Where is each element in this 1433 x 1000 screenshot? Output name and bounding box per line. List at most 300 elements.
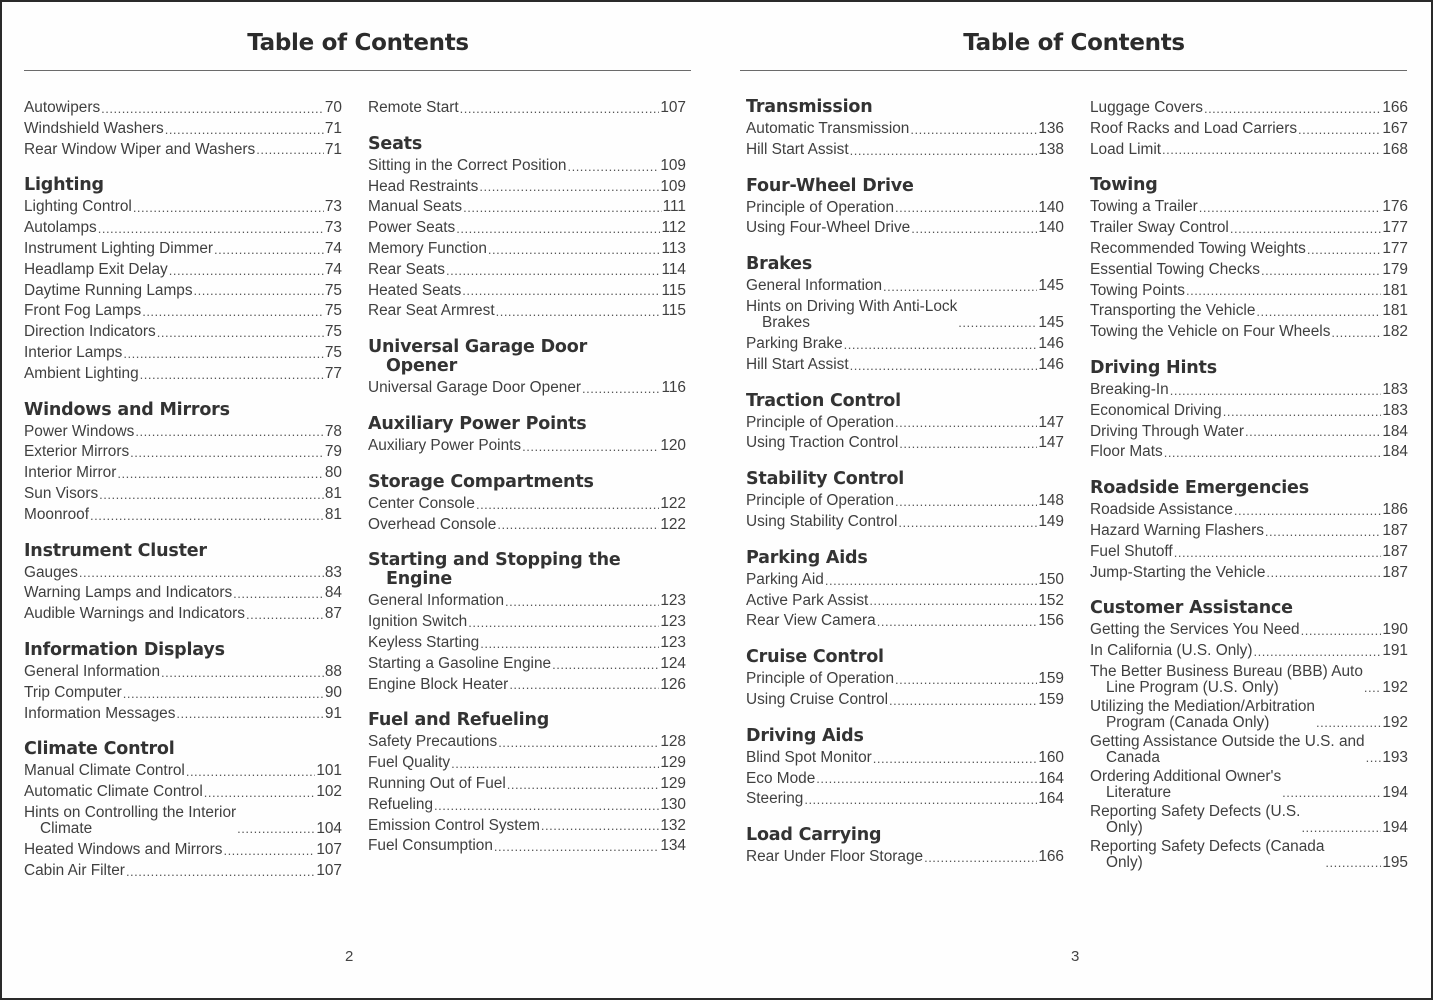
dot-leader: [476, 495, 659, 515]
entry-title: Getting the Services You Need: [1090, 621, 1300, 639]
dot-leader: [1298, 120, 1381, 140]
entry-page-number: 91: [324, 704, 342, 722]
toc-entry[interactable]: [746, 299, 1064, 331]
dot-leader: [804, 790, 1037, 810]
toc-entry[interactable]: [368, 436, 686, 457]
entry-title: Luggage Covers: [1090, 99, 1203, 116]
entry-page-number: 145: [1038, 277, 1064, 295]
entry-page-number: 152: [1038, 591, 1064, 609]
section-heading-text: Load Carrying: [746, 825, 882, 846]
dot-leader: [1307, 240, 1381, 260]
toc-entry[interactable]: [1090, 500, 1408, 521]
entry-page-number: 147: [1038, 413, 1064, 431]
section-heading: [746, 648, 1064, 667]
dot-leader: [567, 157, 659, 177]
dot-leader: [844, 335, 1038, 355]
entry-page-number: 156: [1038, 612, 1064, 630]
entry-page-number: 186: [1382, 501, 1408, 519]
entry-page-number: 74: [324, 239, 342, 257]
entry-page-number: 101: [316, 762, 342, 780]
section-heading: [24, 641, 342, 660]
entry-title: Trailer Sway Control: [1090, 219, 1229, 237]
dot-leader: [1266, 563, 1381, 583]
toc-section: [24, 641, 342, 724]
section-heading-text: Starting and Stopping the: [368, 550, 621, 571]
entry-page-number: 195: [1382, 853, 1408, 871]
entry-page-number: 126: [660, 675, 686, 693]
toc-entry[interactable]: [746, 491, 1064, 512]
toc-entry[interactable]: [24, 301, 342, 322]
entry-title: Ignition Switch: [368, 613, 468, 631]
toc-entry[interactable]: [1090, 197, 1408, 218]
entry-page-number: 83: [324, 563, 342, 581]
entry-title: Active Park Assist: [746, 591, 869, 609]
dot-leader: [1223, 402, 1382, 422]
entry-title: Audible Warnings and Indicators: [24, 605, 246, 623]
toc-entry[interactable]: [1090, 542, 1408, 563]
entry-title: Exterior Mirrors: [24, 443, 130, 461]
toc-entry[interactable]: [1090, 664, 1408, 696]
toc-entry[interactable]: [368, 218, 686, 239]
toc-entry[interactable]: [746, 198, 1064, 219]
entry-title: Jump-Starting the Vehicle: [1090, 563, 1266, 581]
dot-leader: [214, 240, 324, 260]
toc-entry[interactable]: [1090, 322, 1408, 343]
entry-page-number: 122: [660, 515, 686, 533]
toc-entry[interactable]: [24, 442, 342, 463]
section-heading: [746, 727, 1064, 746]
toc-entry[interactable]: [1090, 769, 1408, 801]
toc-entry[interactable]: [368, 301, 686, 322]
toc-entry[interactable]: [1090, 401, 1408, 422]
dot-leader: [898, 513, 1037, 533]
toc-section: [368, 415, 686, 457]
section-heading-text: Brakes: [746, 254, 813, 275]
entry-page-number: 124: [660, 654, 686, 672]
entry-page-number: 75: [324, 302, 342, 320]
toc-entry[interactable]: [746, 611, 1064, 632]
toc-entry[interactable]: [1090, 239, 1408, 260]
entry-title: Steering: [746, 790, 804, 808]
entry-page-number: 123: [660, 592, 686, 610]
toc-entry[interactable]: [368, 156, 686, 177]
entry-title: Starting a Gasoline Engine: [368, 654, 552, 672]
entry-page-number: 134: [660, 837, 686, 855]
entry-page-number: 116: [661, 379, 686, 397]
toc-entry[interactable]: [368, 816, 686, 837]
entry-page-number: 88: [324, 662, 342, 680]
dot-leader: [1245, 422, 1381, 442]
entry-title: Fuel Shutoff: [1090, 542, 1173, 560]
dot-leader: [1331, 323, 1381, 343]
toc-entry[interactable]: [746, 355, 1064, 376]
toc-entry[interactable]: [1090, 734, 1408, 766]
entry-title: Roof Racks and Load Carriers: [1090, 119, 1298, 137]
dot-leader: [101, 99, 324, 119]
toc-entry[interactable]: [24, 98, 342, 119]
toc-entry[interactable]: [746, 789, 1064, 810]
toc-entry[interactable]: [24, 239, 342, 260]
entry-title: Using Four-Wheel Drive: [746, 219, 911, 237]
dot-leader: [223, 841, 315, 861]
toc-entry[interactable]: [746, 847, 1064, 868]
toc-section: [746, 98, 1064, 161]
entry-title: Using Cruise Control: [746, 690, 888, 708]
toc-entry[interactable]: [24, 218, 342, 239]
entry-page-number: 75: [324, 323, 342, 341]
entry-title: Parking Aid: [746, 570, 824, 588]
entry-page-number: 122: [660, 494, 686, 512]
dot-leader: [135, 422, 324, 442]
toc-entry[interactable]: [24, 484, 342, 505]
dot-leader: [157, 323, 324, 343]
entry-page-number: 120: [660, 436, 686, 454]
section-heading: [1090, 479, 1408, 498]
toc-entry[interactable]: [368, 732, 686, 753]
section-heading-text: Parking Aids: [746, 547, 868, 568]
entry-page-number: 184: [1382, 422, 1408, 440]
entry-title: Lighting Control: [24, 198, 132, 216]
toc-entry[interactable]: [1090, 218, 1408, 239]
entry-page-number: 90: [324, 683, 342, 701]
dot-leader: [895, 413, 1037, 433]
page-title: Table of Contents: [963, 30, 1185, 56]
toc-entry[interactable]: [746, 413, 1064, 434]
toc-entry[interactable]: [24, 583, 342, 604]
entry-page-number: 109: [660, 177, 686, 195]
right-page: [718, 2, 1433, 998]
toc-entry[interactable]: [24, 604, 342, 625]
toc-section: [368, 98, 686, 119]
entry-page-number: 147: [1038, 434, 1064, 452]
toc-entry[interactable]: [1090, 563, 1408, 584]
entry-title: Engine Block Heater: [368, 675, 509, 693]
toc-entry[interactable]: [746, 669, 1064, 690]
entry-title: Front Fog Lamps: [24, 302, 142, 320]
entry-page-number: 191: [1382, 642, 1408, 660]
toc-section: [746, 177, 1064, 240]
dot-leader: [899, 434, 1037, 454]
section-heading-text: Instrument Cluster: [24, 540, 207, 561]
dot-leader: [479, 177, 659, 197]
toc-entry[interactable]: [1090, 140, 1408, 161]
dot-leader: [1230, 219, 1381, 239]
entry-title: Warning Lamps and Indicators: [24, 584, 233, 602]
toc-entry[interactable]: [746, 276, 1064, 297]
toc-entry[interactable]: [1090, 521, 1408, 542]
section-heading: [1090, 176, 1408, 195]
entry-page-number: 87: [324, 605, 342, 623]
entry-title-continuation: Brakes: [762, 313, 810, 331]
toc-section: [746, 470, 1064, 533]
entry-title: Automatic Climate Control: [24, 783, 203, 801]
dot-leader: [480, 634, 659, 654]
entry-title: [24, 805, 236, 837]
toc-entry[interactable]: [1090, 301, 1408, 322]
entry-title: General Information: [746, 277, 883, 295]
entry-title: Trip Computer: [24, 683, 122, 701]
dot-leader: [1366, 750, 1382, 766]
entry-page-number: 129: [660, 754, 686, 772]
entry-title: Using Stability Control: [746, 512, 898, 530]
toc-section: [368, 551, 686, 695]
section-heading: [746, 470, 1064, 489]
toc-entry[interactable]: [1090, 442, 1408, 463]
entry-page-number: 111: [662, 198, 686, 216]
section-heading-text: Universal Garage Door: [368, 337, 587, 358]
entry-page-number: 130: [660, 795, 686, 813]
entry-title-continuation: Only): [1106, 818, 1143, 836]
section-heading: [368, 711, 686, 730]
entry-page-number: 123: [660, 613, 686, 631]
toc-entry[interactable]: [1090, 119, 1408, 140]
entry-page-number: 136: [1038, 120, 1064, 137]
toc-entry[interactable]: [24, 805, 342, 837]
entry-page-number: 192: [1382, 678, 1408, 696]
toc-entry[interactable]: [746, 334, 1064, 355]
toc-entry[interactable]: [368, 177, 686, 198]
toc-entry[interactable]: [1090, 98, 1408, 119]
dot-leader: [895, 670, 1037, 690]
toc-entry[interactable]: [24, 761, 342, 782]
dot-leader: [911, 219, 1037, 239]
entry-page-number: 194: [1382, 818, 1408, 836]
entry-title-line: Hints on Controlling the Interior: [24, 803, 237, 821]
entry-title: [1090, 734, 1365, 766]
entry-title: Transporting the Vehicle: [1090, 302, 1256, 320]
dot-leader: [1265, 522, 1381, 542]
toc-entry[interactable]: [368, 675, 686, 696]
dot-leader: [462, 281, 660, 301]
entry-title-line: Reporting Safety Defects (Canada: [1090, 837, 1325, 855]
toc-entry[interactable]: [746, 591, 1064, 612]
entry-title: Memory Function: [368, 239, 487, 257]
entry-page-number: 166: [1038, 848, 1064, 866]
entry-title-line: Ordering Additional Owner's: [1090, 767, 1282, 785]
dot-leader: [1199, 198, 1382, 218]
toc-entry[interactable]: [24, 463, 342, 484]
toc-section: [368, 338, 686, 399]
toc-entry[interactable]: [1090, 641, 1408, 662]
dot-leader: [161, 663, 324, 683]
entry-page-number: 71: [324, 119, 342, 137]
entry-title: Rear Window Wiper and Washers: [24, 140, 256, 158]
toc-section: [746, 648, 1064, 711]
toc-entry[interactable]: [746, 769, 1064, 790]
section-heading-text: Information Displays: [24, 639, 225, 660]
toc-entry[interactable]: [1090, 281, 1408, 302]
entry-page-number: 187: [1382, 563, 1408, 581]
toc-entry[interactable]: [1090, 699, 1408, 731]
toc-section: [1090, 98, 1408, 160]
entry-title: Recommended Towing Weights: [1090, 239, 1306, 257]
entry-title-continuation: Program (Canada Only): [1106, 713, 1270, 731]
entry-title: Power Windows: [24, 422, 135, 440]
dot-leader: [460, 99, 660, 119]
toc-entry[interactable]: [368, 591, 686, 612]
toc-entry[interactable]: [368, 494, 686, 515]
entry-title-line: Getting Assistance Outside the U.S. and: [1090, 732, 1365, 750]
toc-entry[interactable]: [24, 140, 342, 161]
entry-page-number: 81: [324, 505, 342, 523]
toc-entry[interactable]: [24, 281, 342, 302]
toc-entry[interactable]: [368, 197, 686, 218]
toc-entry[interactable]: [368, 281, 686, 302]
entry-title: In California (U.S. Only): [1090, 642, 1253, 660]
toc-entry[interactable]: [1090, 620, 1408, 641]
dot-leader: [496, 302, 661, 322]
toc-entry[interactable]: [746, 570, 1064, 591]
section-heading-text: Storage Compartments: [368, 471, 594, 492]
section-heading: [24, 176, 342, 195]
entry-title: Hazard Warning Flashers: [1090, 521, 1264, 539]
entry-page-number: 73: [324, 198, 342, 216]
toc-section: [746, 826, 1064, 868]
toc-entry[interactable]: [368, 654, 686, 675]
section-heading: [746, 549, 1064, 568]
toc-entry[interactable]: [746, 140, 1064, 161]
dot-leader: [130, 443, 324, 463]
toc-entry[interactable]: [24, 364, 342, 385]
toc-entry[interactable]: [24, 861, 342, 882]
entry-title: Autolamps: [24, 219, 97, 237]
entry-page-number: 168: [1382, 140, 1408, 158]
dot-leader: [204, 783, 316, 803]
dot-leader: [883, 277, 1037, 297]
toc-entry[interactable]: [24, 683, 342, 704]
entry-title: Interior Mirror: [24, 464, 117, 482]
entry-title: Fuel Consumption: [368, 837, 493, 855]
dot-leader: [910, 120, 1037, 140]
dot-leader: [816, 769, 1037, 789]
entry-page-number: 187: [1382, 521, 1408, 539]
entry-title: Auxiliary Power Points: [368, 436, 522, 454]
toc-entry[interactable]: [24, 343, 342, 364]
toc-entry[interactable]: [368, 633, 686, 654]
toc-entry[interactable]: [746, 119, 1064, 140]
toc-entry[interactable]: [24, 563, 342, 584]
entry-title: Heated Seats: [368, 281, 462, 299]
entry-title: Windshield Washers: [24, 119, 164, 137]
toc-entry[interactable]: [24, 119, 342, 140]
entry-title: Rear Seat Armrest: [368, 302, 495, 320]
dot-leader: [123, 684, 324, 704]
dot-leader: [958, 315, 1037, 331]
entry-title-line: Utilizing the Mediation/Arbitration: [1090, 697, 1315, 715]
toc-entry[interactable]: [746, 748, 1064, 769]
toc-entry[interactable]: [746, 690, 1064, 711]
entry-title: Sun Visors: [24, 484, 99, 502]
toc-entry[interactable]: [24, 322, 342, 343]
title-rule: [740, 70, 1407, 71]
dot-leader: [1261, 261, 1381, 281]
toc-entry[interactable]: [1090, 260, 1408, 281]
section-heading-text: Windows and Mirrors: [24, 399, 230, 420]
toc-section: [24, 176, 342, 384]
dot-leader: [1301, 621, 1382, 641]
entry-title: [1090, 769, 1281, 801]
toc-entry[interactable]: [24, 260, 342, 281]
entry-page-number: 177: [1382, 239, 1408, 257]
section-heading-text: Seats: [368, 133, 423, 154]
toc-entry[interactable]: [368, 753, 686, 774]
entry-title: Direction Indicators: [24, 323, 156, 341]
dot-leader: [123, 344, 324, 364]
entry-page-number: 176: [1382, 198, 1408, 216]
entry-title: Automatic Transmission: [746, 120, 910, 137]
toc-entry[interactable]: [24, 422, 342, 443]
section-heading-text: Climate Control: [24, 739, 175, 760]
entry-page-number: 70: [324, 99, 342, 116]
entry-title-continuation: Climate: [40, 819, 93, 837]
dot-leader: [1301, 820, 1381, 836]
page-title: Table of Contents: [247, 30, 469, 56]
toc-entry[interactable]: [24, 840, 342, 861]
dot-leader: [1162, 140, 1381, 160]
dot-leader: [850, 356, 1038, 376]
toc-entry[interactable]: [368, 836, 686, 857]
entry-title: Towing Points: [1090, 281, 1185, 299]
toc-entry[interactable]: [24, 505, 342, 526]
toc-entry[interactable]: [1090, 804, 1408, 836]
toc-section: [746, 255, 1064, 375]
toc-entry[interactable]: [368, 239, 686, 260]
entry-title: Eco Mode: [746, 769, 816, 787]
toc-entry[interactable]: [368, 515, 686, 536]
dot-leader: [895, 198, 1037, 218]
entry-title: Emission Control System: [368, 816, 540, 834]
dot-leader: [1316, 715, 1381, 731]
entry-title: [1090, 699, 1315, 731]
toc-entry[interactable]: [368, 795, 686, 816]
dot-leader: [1325, 855, 1381, 871]
toc-entry[interactable]: [368, 774, 686, 795]
entry-page-number: 145: [1038, 313, 1064, 331]
toc-entry[interactable]: [1090, 422, 1408, 443]
section-heading: [368, 338, 686, 376]
entry-page-number: 187: [1382, 542, 1408, 560]
section-heading-text: Four-Wheel Drive: [746, 175, 914, 196]
toc-entry[interactable]: [746, 218, 1064, 239]
toc-entry[interactable]: [746, 433, 1064, 454]
entry-title: Hill Start Assist: [746, 355, 849, 373]
dot-leader: [1254, 642, 1382, 662]
dot-leader: [233, 584, 324, 604]
entry-page-number: 138: [1038, 140, 1064, 158]
toc-entry[interactable]: [24, 662, 342, 683]
toc-entry[interactable]: [368, 378, 686, 399]
dot-leader: [463, 198, 661, 218]
entry-page-number: 150: [1038, 570, 1064, 588]
toc-entry[interactable]: [746, 512, 1064, 533]
entry-page-number: 181: [1382, 302, 1408, 320]
toc-entry[interactable]: [368, 260, 686, 281]
dot-leader: [90, 506, 324, 526]
toc-entry[interactable]: [1090, 839, 1408, 871]
toc-entry[interactable]: [24, 197, 342, 218]
toc-entry[interactable]: [368, 612, 686, 633]
toc-entry[interactable]: [1090, 380, 1408, 401]
toc-entry[interactable]: [24, 782, 342, 803]
section-heading: [1090, 359, 1408, 378]
toc-entry[interactable]: [24, 704, 342, 725]
dot-leader: [140, 365, 324, 385]
section-heading-text: Traction Control: [746, 390, 901, 411]
toc-entry[interactable]: [368, 98, 686, 119]
entry-page-number: 81: [324, 484, 342, 502]
entry-title: Center Console: [368, 494, 475, 512]
entry-title: Floor Mats: [1090, 443, 1163, 461]
